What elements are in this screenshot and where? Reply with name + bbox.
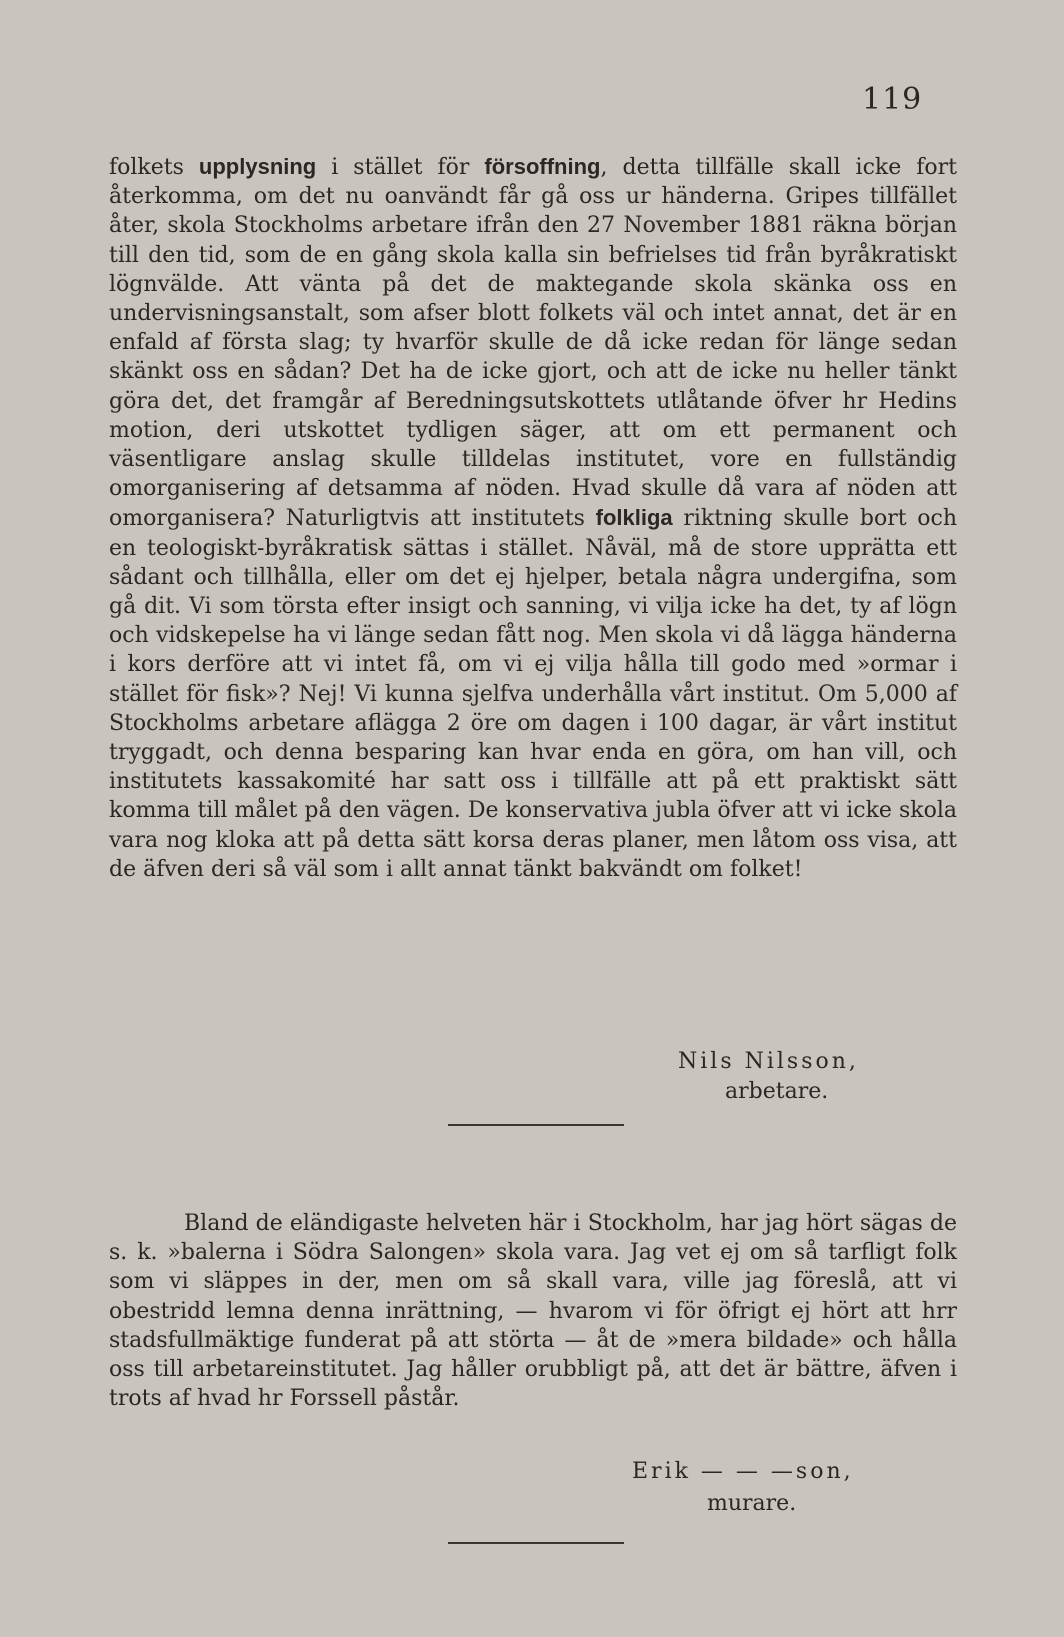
letter-2-body: Bland de eländigaste helveten här i Stockholm, har jag hört sägas de s. k. »balerna i Södra Salongen» skola vara. Jag vet ej om så tarfligt folk som vi släppes in der, men om så skall vara, ville jag föreslå, att vi obestridd lemna denna inrättning, — hvarom vi för öfrigt ej hört att hrr stadsfullmäktige funderat på att störta — åt de »mera bildade» och hålla oss till arbetareinstitutet. Jag håller orubbligt på, att det är bättre, äfven i trots af hvad hr Forssell påstår.: [109, 1211, 957, 1412]
emphasis-folkliga: folkliga: [595, 505, 673, 531]
emphasis-forsoffning: försoffning: [484, 154, 601, 179]
letter-1-body: [109, 152, 957, 884]
letter-2-occupation: murare.: [707, 1491, 797, 1516]
text-segment: i stället för: [316, 155, 485, 180]
emphasis-upplysning: upplysning: [198, 154, 317, 179]
section-divider: [448, 1542, 624, 1544]
letter-1-occupation: arbetare.: [725, 1079, 829, 1104]
letter-1-signature: Nils Nilsson,: [678, 1049, 859, 1074]
page-number: 119: [862, 82, 923, 117]
text-segment: folkets: [109, 155, 199, 180]
text-segment: , detta tillfälle skall icke fort återkomma, om det nu oanvändt får gå oss ur händerna. Gripes tillfället åter, skola Stockholms arbetare ifrån den 27 November 1881 räkna början till den tid, som de en gång skola kalla sin befrielses tid från byråkratiskt lögnvälde. Att vänta på det de maktegande skola skänka oss en undervisningsanstalt, som afser blott folkets väl och intet annat, det är en enfald af första slag; ty hvarför skulle de då icke redan för länge sedan skänkt oss en sådan? Det ha de icke gjort, och att de icke nu heller tänkt göra det, det framgår af Beredningsutskottets utlåtande öfver hr Hedins motion, deri utskottet tydligen säger, att om ett permanent och väsentligare anslag skulle tilldelas institutet, vore en fullständig omorganisering af detsamma af nöden. Hvad skulle då vara af nöden att omorganisera? Naturligtvis att institutets: [109, 155, 957, 532]
section-divider: [448, 1124, 624, 1126]
letter-2-signature: Erik — — —son,: [632, 1459, 854, 1484]
text-segment: riktning skulle bort och en teologiskt-byråkratisk sättas i stället. Nåväl, må de store upprätta ett sådant och tillhålla, eller om det ej hjelper, betala några undergifna, som gå dit. Vi som törsta efter insigt och sanning, vi vilja icke ha det, ty af lögn och vidskepelse ha vi länge sedan fått nog. Men skola vi då lägga händerna i kors derföre att vi intet få, om vi ej vilja hålla till godo med »ormar i stället för fisk»? Nej! Vi kunna sjelfva underhålla vårt institut. Om 5,000 af Stockholms arbetare aflägga 2 öre om dagen i 100 dagar, är vårt institut tryggadt, och denna besparing kan hvar enda en göra, om han vill, och institutets kassakomité har satt oss i tillfälle att på ett praktiskt sätt komma till målet på den vägen. De konservativa jubla öfver att vi icke skola vara nog kloka att på detta sätt korsa deras planer, men låtom oss visa, att de äfven deri så väl som i allt annat tänkt bakvändt om folket!: [109, 506, 957, 882]
